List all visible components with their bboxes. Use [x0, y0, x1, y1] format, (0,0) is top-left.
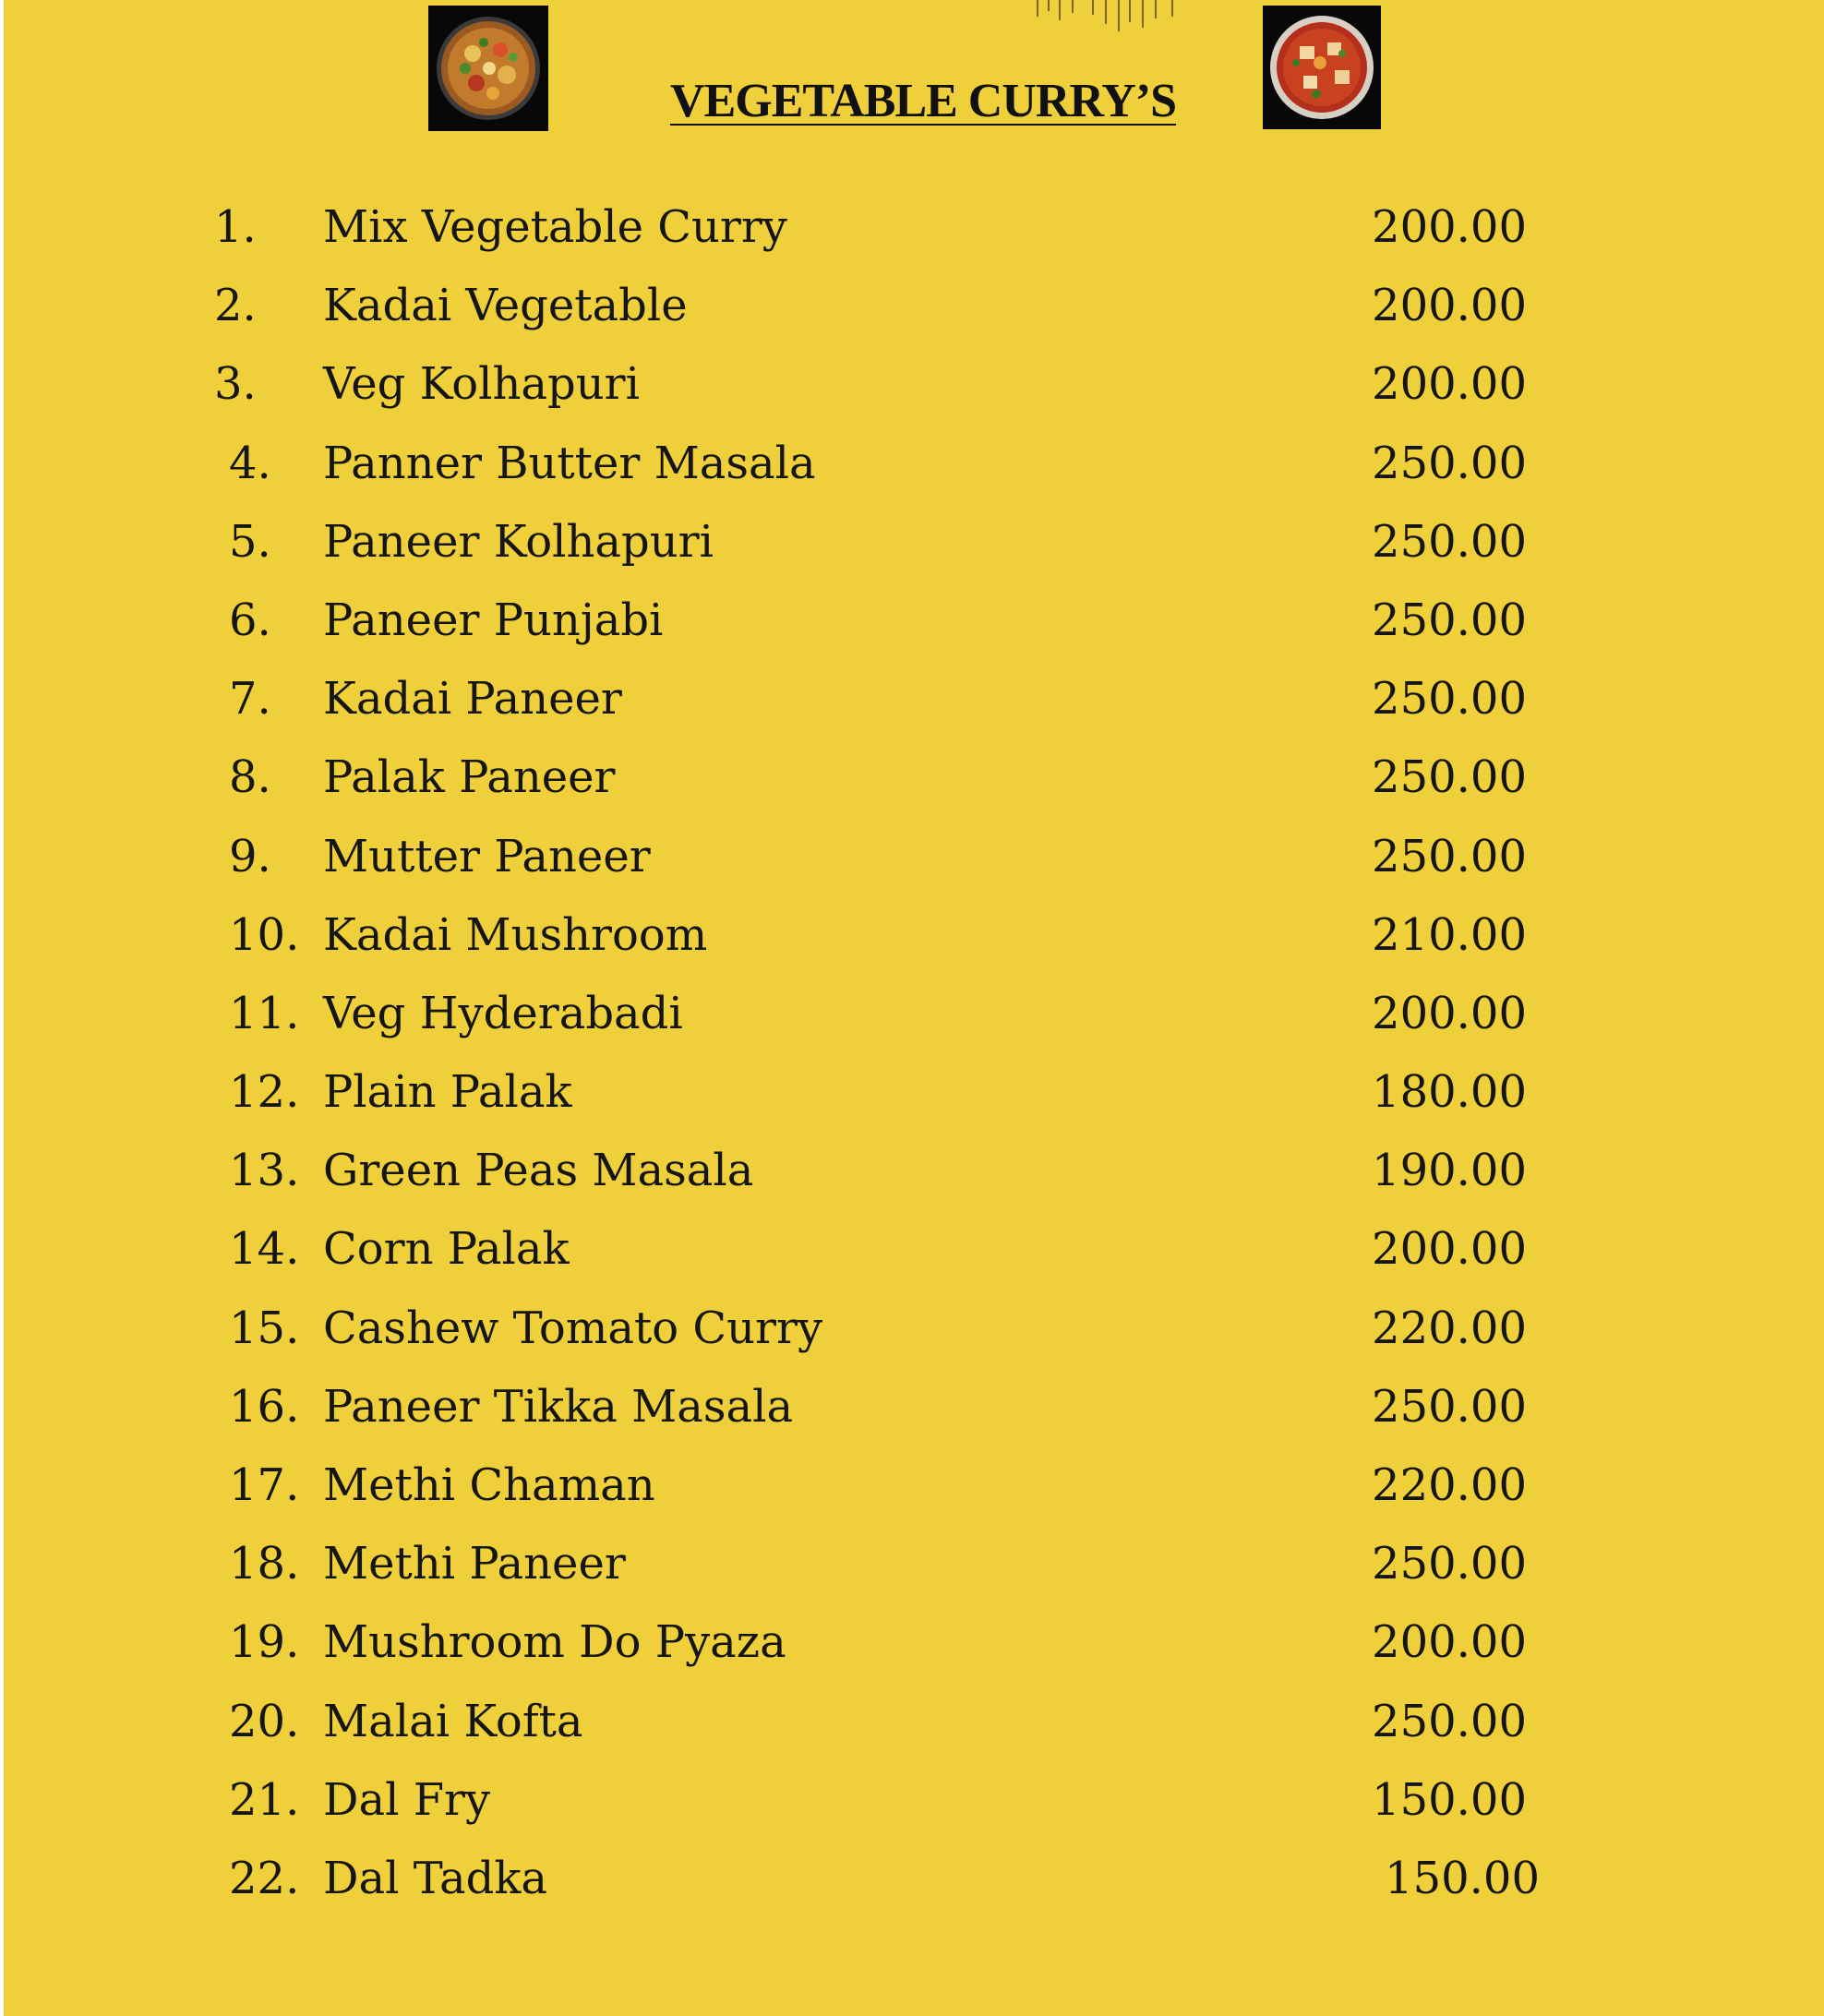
menu-item-number: 6.: [229, 594, 271, 646]
menu-item-name: Methi Chaman: [323, 1459, 655, 1511]
menu-item: [4, 1368, 1824, 1446]
menu-item: [4, 1446, 1824, 1525]
menu-item-price: 150.00: [1372, 1773, 1527, 1826]
menu-item-number: 18.: [229, 1538, 300, 1590]
menu-item: [4, 975, 1824, 1053]
menu-item-number: 19.: [229, 1616, 300, 1669]
menu-item: [4, 345, 1824, 424]
menu-item-price: 250.00: [1372, 437, 1527, 489]
menu-item: [4, 1210, 1824, 1289]
menu-item-name: Mushroom Do Pyaza: [323, 1616, 786, 1669]
menu-item-name: Corn Palak: [323, 1223, 570, 1276]
menu-item-number: 16.: [229, 1380, 300, 1433]
menu-item-name: Veg Kolhapuri: [323, 358, 640, 411]
menu-item-number: 8.: [229, 751, 271, 804]
menu-item: [4, 1761, 1824, 1840]
menu-item-number: 11.: [229, 987, 300, 1039]
menu-item: [4, 1525, 1824, 1603]
menu-item-price: 150.00: [1385, 1852, 1540, 1904]
menu-item-name: Cashew Tomato Curry: [323, 1302, 823, 1354]
menu-item-number: 14.: [229, 1223, 300, 1276]
menu-item-price: 190.00: [1372, 1145, 1527, 1197]
menu-item-number: 20.: [229, 1695, 300, 1747]
menu-item-number: 7.: [229, 673, 271, 726]
menu-item-price: 200.00: [1372, 201, 1527, 253]
menu-item-number: 4.: [229, 437, 271, 489]
page-title: VEGETABLE CURRY’S: [670, 75, 1176, 127]
menu-item-number: 13.: [229, 1145, 300, 1197]
menu-item: [4, 1132, 1824, 1210]
menu-item-price: 220.00: [1372, 1459, 1527, 1511]
menu-item-price: 200.00: [1372, 987, 1527, 1039]
menu-item-price: 200.00: [1372, 1616, 1527, 1669]
menu-item-name: Dal Tadka: [323, 1852, 548, 1904]
menu-item-price: 180.00: [1372, 1066, 1527, 1119]
menu-item-price: 200.00: [1372, 1223, 1527, 1276]
menu-item-name: Veg Hyderabadi: [323, 987, 683, 1039]
menu-item-number: 22.: [229, 1852, 300, 1904]
menu-item: [4, 425, 1824, 503]
menu-item-number: 1.: [214, 201, 257, 253]
menu-item-number: 5.: [229, 515, 271, 568]
menu-item: [4, 1053, 1824, 1132]
menu-item-price: 250.00: [1372, 594, 1527, 646]
menu-item: [4, 188, 1824, 267]
menu-item-number: 2.: [214, 280, 257, 332]
menu-item-name: Kadai Paneer: [323, 673, 622, 726]
menu-item: [4, 503, 1824, 582]
menu-item: [4, 267, 1824, 345]
menu-page: [4, 0, 1824, 2016]
menu-item-name: Palak Paneer: [323, 751, 616, 804]
menu-item-name: Methi Paneer: [323, 1538, 626, 1590]
menu-item-price: 250.00: [1372, 751, 1527, 804]
menu-item: [4, 1840, 1824, 1918]
menu-item-name: Malai Kofta: [323, 1695, 583, 1747]
menu-item: [4, 582, 1824, 660]
menu-item-name: Mix Vegetable Curry: [323, 201, 787, 253]
menu-item-name: Mutter Paneer: [323, 830, 651, 882]
menu-item-number: 3.: [214, 358, 257, 411]
menu-item-name: Dal Fry: [323, 1773, 491, 1826]
menu-item: [4, 1290, 1824, 1368]
menu-item-number: 15.: [229, 1302, 300, 1354]
menu-item-name: Kadai Vegetable: [323, 280, 688, 332]
menu-item-name: Paneer Tikka Masala: [323, 1380, 794, 1433]
menu-item-name: Paneer Punjabi: [323, 594, 664, 646]
menu-item-price: 250.00: [1372, 830, 1527, 882]
menu-item: [4, 738, 1824, 817]
menu-item-price: 250.00: [1372, 515, 1527, 568]
menu-item-price: 250.00: [1372, 673, 1527, 726]
menu-item-number: 21.: [229, 1773, 300, 1826]
menu-item-name: Green Peas Masala: [323, 1145, 754, 1197]
menu-list: [4, 188, 1824, 1918]
menu-item-price: 250.00: [1372, 1380, 1527, 1433]
menu-item: [4, 896, 1824, 975]
decorative-lines: [1028, 0, 1194, 37]
menu-item-name: Panner Butter Masala: [323, 437, 816, 489]
menu-item-number: 17.: [229, 1459, 300, 1511]
menu-item: [4, 1603, 1824, 1682]
menu-item-name: Kadai Mushroom: [323, 908, 708, 961]
menu-item-name: Paneer Kolhapuri: [323, 515, 714, 568]
menu-item-price: 250.00: [1372, 1695, 1527, 1747]
menu-item-number: 9.: [229, 830, 271, 882]
menu-item-price: 200.00: [1372, 358, 1527, 411]
menu-item-price: 220.00: [1372, 1302, 1527, 1354]
menu-item-price: 250.00: [1372, 1538, 1527, 1590]
menu-item-price: 210.00: [1372, 908, 1527, 961]
menu-item-name: Plain Palak: [323, 1066, 572, 1119]
menu-item: [4, 1683, 1824, 1761]
menu-item-number: 12.: [229, 1066, 300, 1119]
menu-item-number: 10.: [229, 908, 300, 961]
menu-item-price: 200.00: [1372, 280, 1527, 332]
menu-item: [4, 818, 1824, 896]
menu-item: [4, 660, 1824, 738]
